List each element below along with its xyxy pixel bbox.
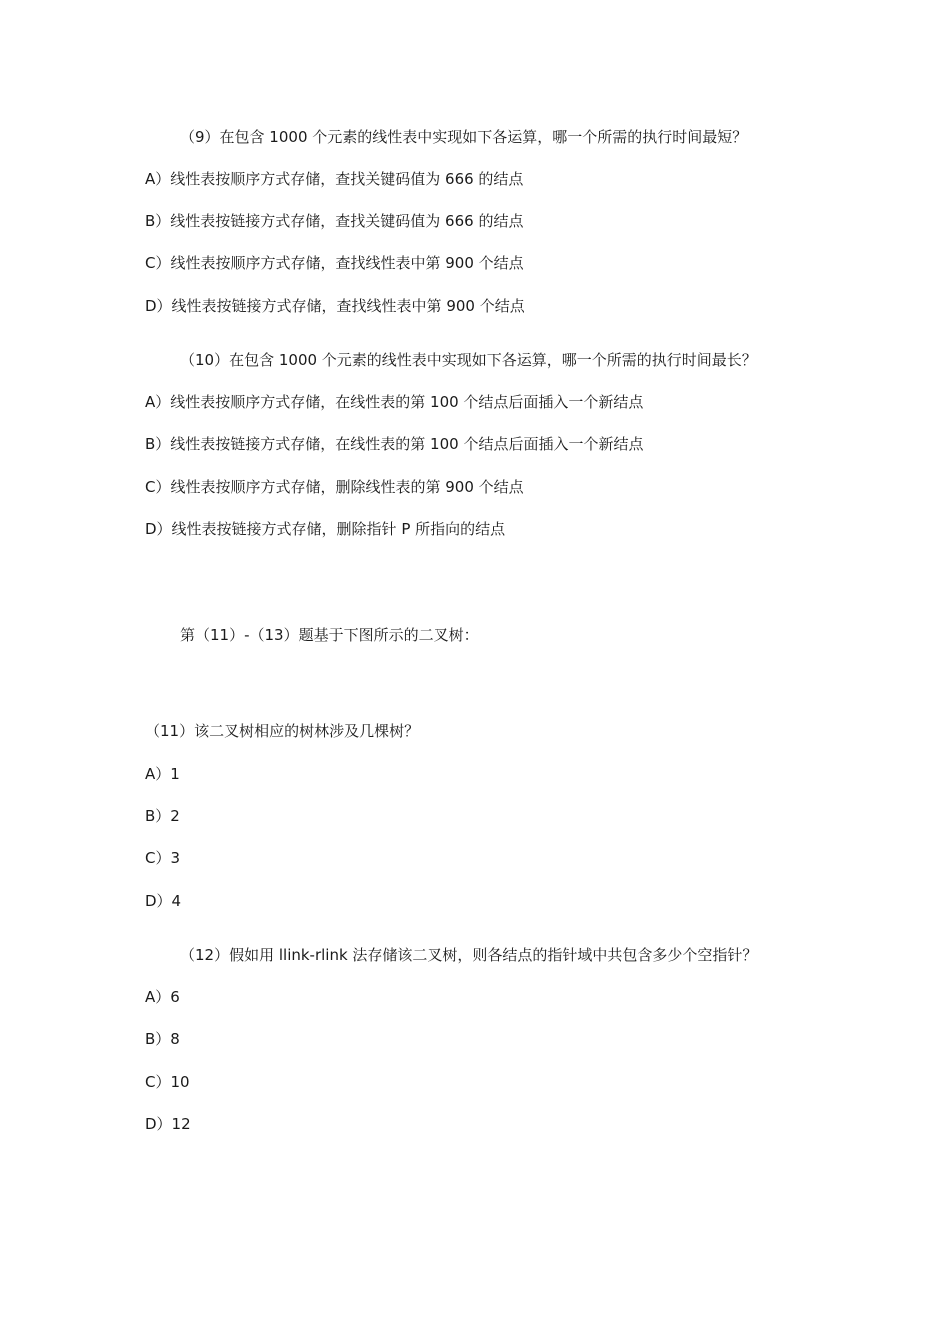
section-note: 第（11）-（13）题基于下图所示的二叉树： — [180, 626, 479, 644]
q11-stem: （11）该二叉树相应的树林涉及几棵树？ — [145, 722, 420, 740]
q9-option-c: C）线性表按顺序方式存储，查找线性表中第 900 个结点 — [145, 254, 524, 272]
q9-option-d: D）线性表按链接方式存储，查找线性表中第 900 个结点 — [145, 297, 525, 315]
q9-option-b: B）线性表按链接方式存储，查找关键码值为 666 的结点 — [145, 212, 524, 230]
q12-option-c: C）10 — [145, 1073, 190, 1091]
q12-stem: （12）假如用 llink-rlink 法存储该二叉树，则各结点的指针域中共包含多少个空指针？ — [180, 946, 758, 964]
q11-option-c: C）3 — [145, 849, 181, 867]
q12-option-b: B）8 — [145, 1030, 180, 1048]
q10-stem: （10）在包含 1000 个元素的线性表中实现如下各运算，哪一个所需的执行时间最长？ — [180, 351, 757, 369]
q11-option-d: D）4 — [145, 892, 182, 910]
q12-option-a: A）6 — [145, 988, 180, 1006]
q10-option-c: C）线性表按顺序方式存储，删除线性表的第 900 个结点 — [145, 478, 524, 496]
q10-option-a: A）线性表按顺序方式存储，在线性表的第 100 个结点后面插入一个新结点 — [145, 393, 644, 411]
q10-option-b: B）线性表按链接方式存储，在线性表的第 100 个结点后面插入一个新结点 — [145, 435, 644, 453]
q11-option-a: A）1 — [145, 765, 180, 783]
q10-option-d: D）线性表按链接方式存储，删除指针 P 所指向的结点 — [145, 520, 506, 538]
q9-option-a: A）线性表按顺序方式存储，查找关键码值为 666 的结点 — [145, 170, 524, 188]
q12-option-d: D）12 — [145, 1115, 191, 1133]
q9-stem: （9）在包含 1000 个元素的线性表中实现如下各运算，哪一个所需的执行时间最短？ — [180, 128, 748, 146]
q11-option-b: B）2 — [145, 807, 180, 825]
